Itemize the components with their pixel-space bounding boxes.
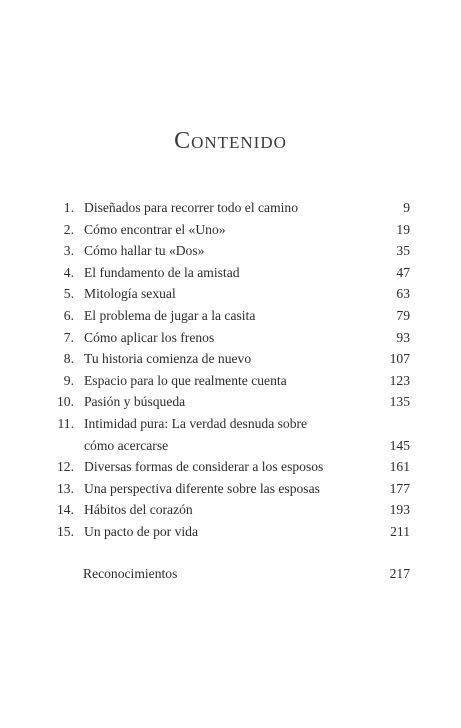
entry-page: 135 <box>389 394 410 410</box>
entry-page: 177 <box>389 480 410 496</box>
entry-page: 19 <box>396 221 410 237</box>
entry-page: 47 <box>396 264 410 280</box>
entry-title: Diseñados para recorrer todo el camino <box>84 200 299 215</box>
entry-number: 4. <box>63 264 74 280</box>
acknowledgments-page: 217 <box>389 566 410 581</box>
toc-entry <box>52 262 410 284</box>
toc-entry <box>52 413 410 456</box>
toc-entry <box>52 370 410 392</box>
entry-title: Hábitos del corazón <box>84 502 193 518</box>
entry-number: 8. <box>63 351 74 367</box>
entry-page: 211 <box>390 523 410 539</box>
entry-page: 79 <box>396 307 410 323</box>
entry-number: 6. <box>63 307 74 323</box>
toc-entry <box>52 283 410 305</box>
entry-number: 11. <box>57 415 74 431</box>
entry-page: 107 <box>389 351 410 367</box>
entry-number: 12. <box>57 459 74 475</box>
entry-title: Espacio para lo que realmente cuenta <box>84 372 287 388</box>
toc-entry <box>52 478 410 500</box>
toc-entry <box>52 391 410 413</box>
table-of-contents <box>52 197 410 543</box>
entry-title: Diversas formas de considerar a los esposos <box>84 459 324 475</box>
entry-page: 193 <box>389 502 410 518</box>
entry-page: 161 <box>389 459 410 475</box>
entry-page: 123 <box>389 372 410 388</box>
entry-number: 5. <box>63 286 74 302</box>
entry-number: 9. <box>63 372 74 388</box>
entry-number: 2. <box>63 221 74 237</box>
entry-page: 63 <box>396 286 410 302</box>
toc-entry <box>52 240 410 262</box>
entry-title: Cómo encontrar el «Uno» <box>84 221 226 237</box>
toc-entry <box>52 499 410 521</box>
entry-page: 35 <box>396 243 410 259</box>
entry-title: Pasión y búsqueda <box>84 394 186 410</box>
toc-entry <box>52 219 410 241</box>
toc-entry <box>52 348 410 370</box>
entry-page: 9 <box>403 200 410 215</box>
entry-number: 15. <box>57 523 74 539</box>
toc-entry <box>52 521 410 543</box>
page-title: Contenido <box>174 128 287 154</box>
entry-title: Una perspectiva diferente sobre las esposas <box>84 480 320 496</box>
entry-title-continuation: cómo acercarse <box>84 437 169 453</box>
entry-title: Tu historia comienza de nuevo <box>84 351 252 367</box>
acknowledgments-title: Reconocimientos <box>83 566 178 581</box>
acknowledgments-entry <box>83 563 410 585</box>
entry-number: 3. <box>63 243 74 259</box>
entry-page: 145 <box>389 437 410 453</box>
entry-title: El fundamento de la amistad <box>84 264 240 280</box>
entry-number: 7. <box>63 329 74 345</box>
entry-title: Intimidad pura: La verdad desnuda sobre <box>84 415 308 431</box>
toc-entry <box>52 197 410 219</box>
entry-title: Cómo aplicar los frenos <box>84 329 215 345</box>
toc-entry <box>52 327 410 349</box>
toc-entry <box>52 305 410 327</box>
entry-number: 1. <box>63 200 74 215</box>
entry-title: Mitología sexual <box>84 286 176 302</box>
toc-entry <box>52 456 410 478</box>
entry-number: 10. <box>57 394 74 410</box>
entry-number: 13. <box>57 480 74 496</box>
entry-title: Un pacto de por vida <box>84 523 199 539</box>
entry-title: El problema de jugar a la casita <box>84 307 256 323</box>
entry-title: Cómo hallar tu «Dos» <box>84 243 205 259</box>
entry-page: 93 <box>396 329 410 345</box>
entry-title-wrapped <box>74 413 370 456</box>
entry-number: 14. <box>57 502 74 518</box>
